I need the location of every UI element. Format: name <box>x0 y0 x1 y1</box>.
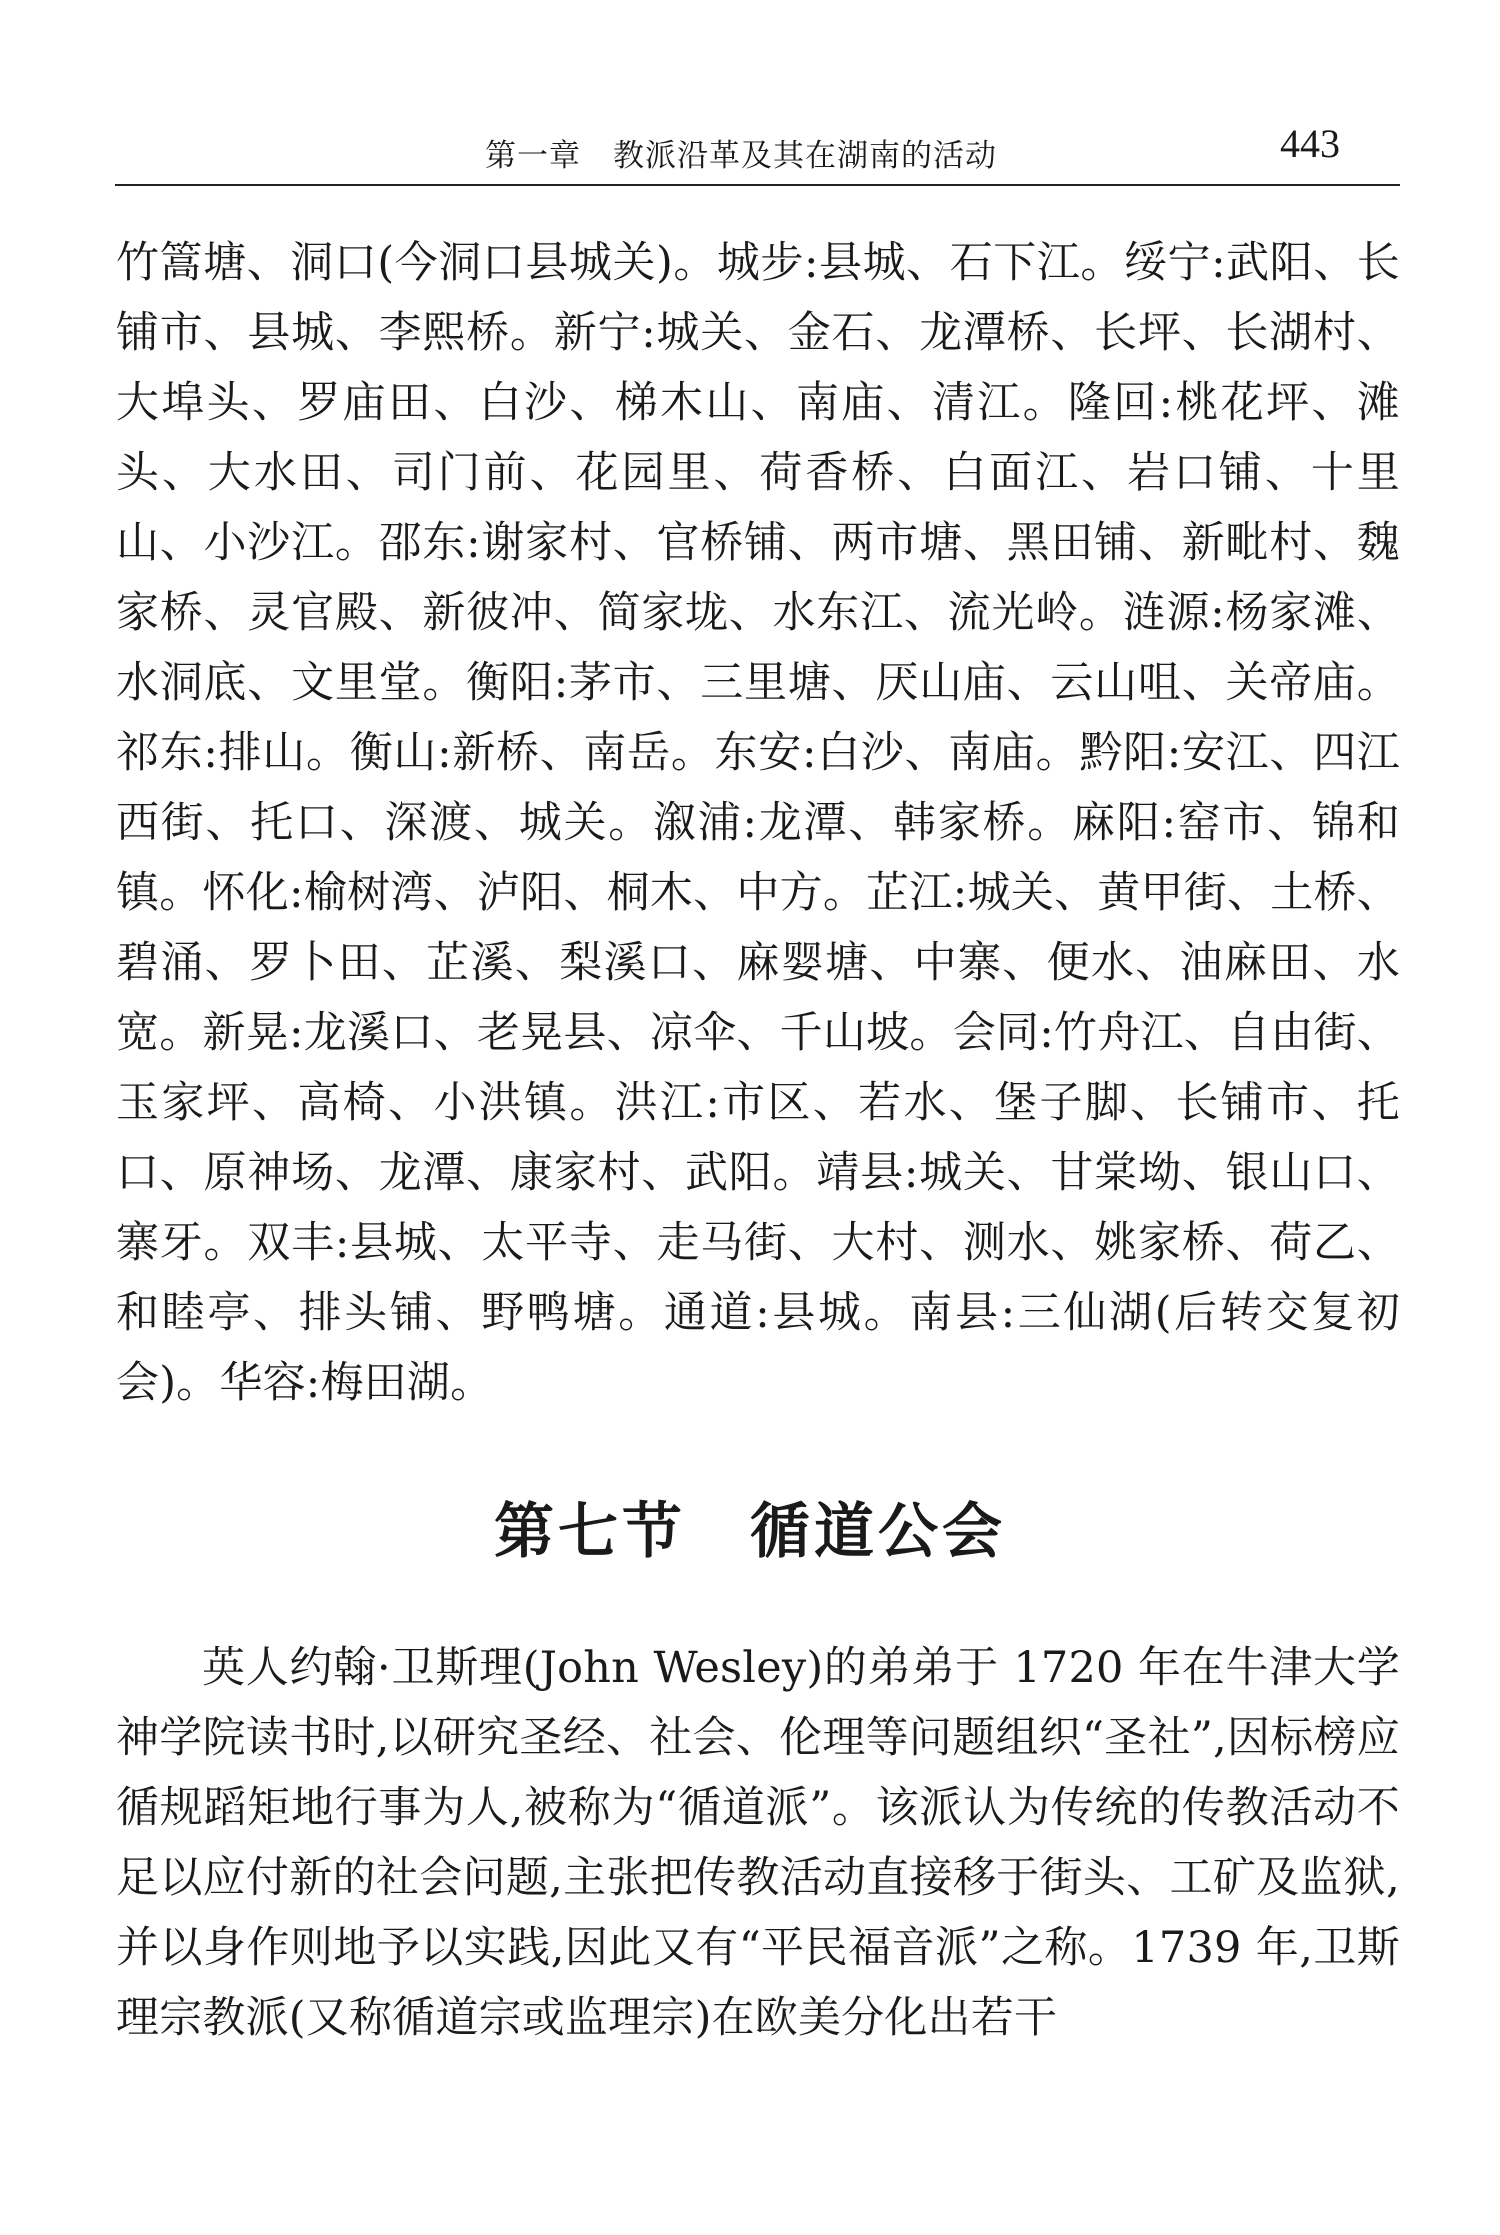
running-header <box>115 120 1400 182</box>
paragraph-methodist-history: 英人约翰·卫斯理(John Wesley)的弟弟于 1720 年在牛津大学神学院读书时,以研究圣经、社会、伦理等问题组织“圣社”,因标榜应循规蹈矩地行事为人,被称为“循道派”。该派认为传统的传教活动不足以应付新的社会问题,主张把传教活动直接移于街头、工矿及监狱,并以身作则地予以实践,因此又有“平民福音派”之称。1739 年,卫斯理宗教派(又称循道宗或监理宗)在欧美分化出若干 <box>116 1643 1400 2043</box>
section-heading: 第七节 循道公会 <box>494 1496 1006 1567</box>
header-rule <box>115 184 1400 186</box>
paragraph-place-list: 竹篙塘、洞口(今洞口县城关)。城步:县城、石下江。绥宁:武阳、长铺市、县城、李熙桥。新宁:城关、金石、龙潭桥、长坪、长湖村、大埠头、罗庙田、白沙、梯木山、南庙、清江。隆回:桃花坪、滩头、大水田、司门前、花园里、荷香桥、白面江、岩口铺、十里山、小沙江。邵东:谢家村、官桥铺、两市塘、黑田铺、新毗村、魏家桥、灵官殿、新彼冲、简家垅、水东江、流光岭。涟源:杨家滩、水洞底、文里堂。衡阳:茅市、三里塘、厌山庙、云山咀、关帝庙。祁东:排山。衡山:新桥、南岳。东安:白沙、南庙。黔阳:安江、四江西街、托口、深渡、城关。溆浦:龙潭、韩家桥。麻阳:窑市、锦和镇。怀化:榆树湾、泸阳、桐木、中方。芷江:城关、黄甲街、土桥、碧涌、罗卜田、芷溪、梨溪口、麻婴塘、中寨、便水、油麻田、水宽。新晃:龙溪口、老晃县、凉伞、千山坡。会同:竹舟江、自由街、玉家坪、高椅、小洪镇。洪江:市区、若水、堡子脚、长铺市、托口、原神场、龙潭、康家村、武阳。靖县:城关、甘棠坳、银山口、寨牙。双丰:县城、太平寺、走马街、大村、测水、姚家桥、荷乙、和睦亭、排头铺、野鸭塘。通道:县城。南县:三仙湖(后转交复初会)。华容:梅田湖。 <box>116 238 1400 1408</box>
chapter-title: 第一章 教派沿革及其在湖南的活动 <box>485 138 997 174</box>
page-number: 443 <box>1280 121 1340 166</box>
